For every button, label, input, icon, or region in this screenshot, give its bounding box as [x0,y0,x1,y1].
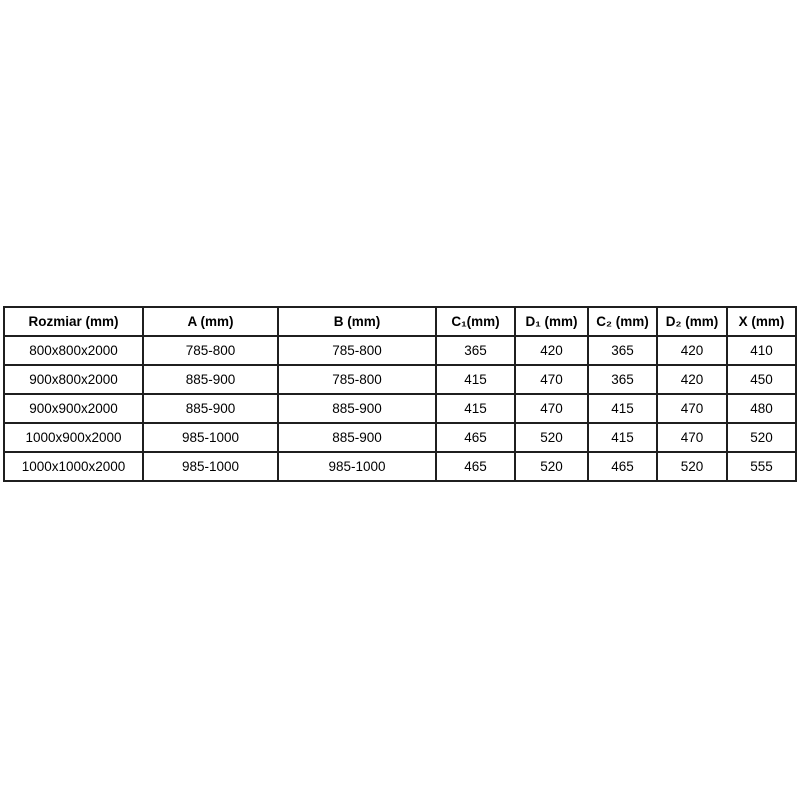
table-cell-d1: 420 [515,336,588,365]
table-cell-b: 885-900 [278,423,436,452]
table-cell-c2: 415 [588,394,657,423]
table-cell-d1: 470 [515,365,588,394]
table-cell-rozmiar: 800x800x2000 [4,336,143,365]
table-cell-d1: 470 [515,394,588,423]
table-cell-d1: 520 [515,423,588,452]
column-header-d1: D₁ (mm) [515,307,588,336]
table-cell-x: 520 [727,423,796,452]
table-cell-a: 985-1000 [143,452,278,481]
table-cell-c1: 415 [436,394,515,423]
spec-table-container [3,306,797,482]
table-cell-b: 985-1000 [278,452,436,481]
table-cell-b: 785-800 [278,336,436,365]
table-cell-x: 480 [727,394,796,423]
table-cell-d2: 520 [657,452,727,481]
table-cell-c2: 365 [588,365,657,394]
column-header-rozmiar: Rozmiar (mm) [4,307,143,336]
table-cell-d1: 520 [515,452,588,481]
column-header-x: X (mm) [727,307,796,336]
table-cell-a: 785-800 [143,336,278,365]
table-cell-rozmiar: 1000x900x2000 [4,423,143,452]
table-cell-x: 410 [727,336,796,365]
table-cell-c1: 365 [436,336,515,365]
column-header-c1: C₁(mm) [436,307,515,336]
table-cell-d2: 420 [657,365,727,394]
table-cell-c2: 365 [588,336,657,365]
column-header-a: A (mm) [143,307,278,336]
column-header-c2: C₂ (mm) [588,307,657,336]
table-cell-d2: 470 [657,394,727,423]
table-row [4,394,796,423]
table-cell-x: 555 [727,452,796,481]
table-cell-c1: 415 [436,365,515,394]
table-cell-c1: 465 [436,452,515,481]
table-row [4,452,796,481]
table-cell-a: 885-900 [143,365,278,394]
table-cell-rozmiar: 900x800x2000 [4,365,143,394]
table-cell-x: 450 [727,365,796,394]
table-cell-c2: 465 [588,452,657,481]
table-cell-b: 885-900 [278,394,436,423]
table-row [4,365,796,394]
table-cell-d2: 470 [657,423,727,452]
column-header-b: B (mm) [278,307,436,336]
column-header-d2: D₂ (mm) [657,307,727,336]
table-cell-a: 885-900 [143,394,278,423]
table-cell-d2: 420 [657,336,727,365]
table-cell-b: 785-800 [278,365,436,394]
table-cell-rozmiar: 900x900x2000 [4,394,143,423]
table-row [4,336,796,365]
table-cell-c1: 465 [436,423,515,452]
dimensions-spec-table [3,306,797,482]
table-row [4,423,796,452]
table-cell-c2: 415 [588,423,657,452]
table-cell-a: 985-1000 [143,423,278,452]
table-cell-rozmiar: 1000x1000x2000 [4,452,143,481]
header-row [4,307,796,336]
